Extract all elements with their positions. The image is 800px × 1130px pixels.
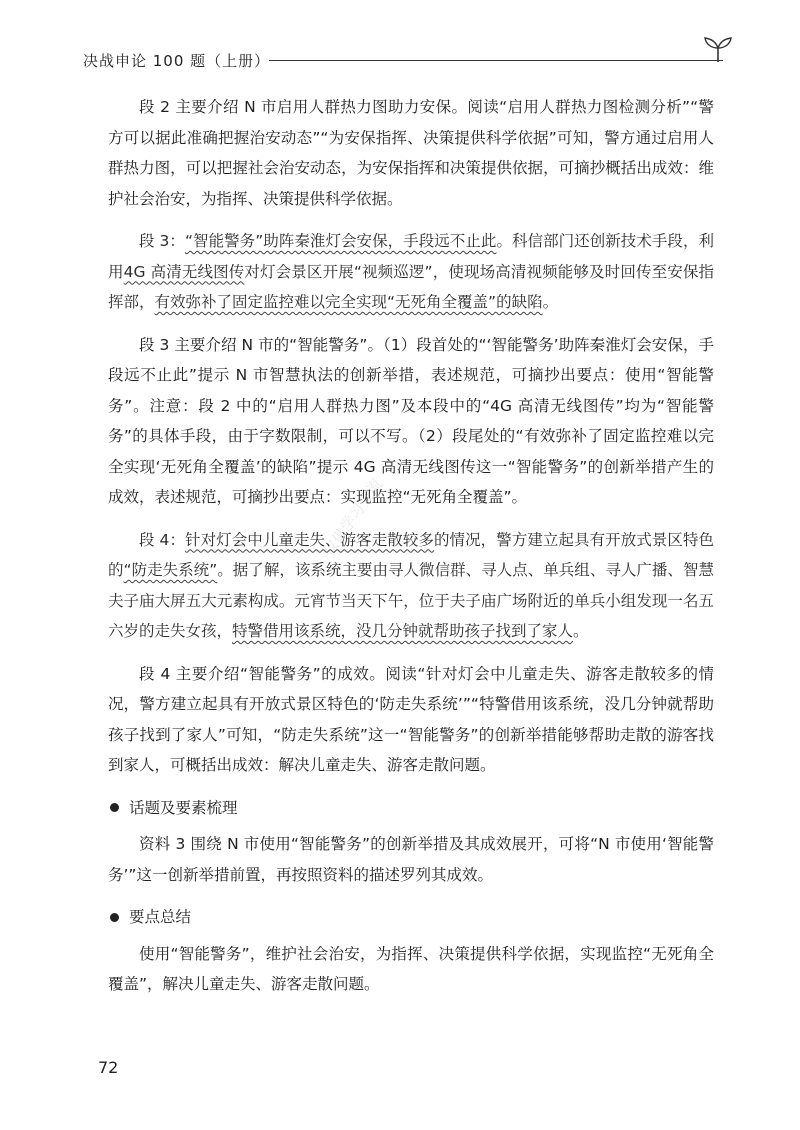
- source-text: 的情况，警方建立起具有开放式景区特色的: [108, 530, 714, 579]
- source-text: 。科信部门还创新技术手段，利用: [108, 232, 714, 281]
- source-label: 段 3：: [139, 232, 185, 250]
- bullet-icon: [110, 913, 119, 922]
- source-text: 。: [542, 293, 559, 311]
- highlight-phrase: “防走失系统”: [123, 561, 218, 579]
- source-text: 。据了解，该系统主要由寻人微信群、寻人点、单兵组、寻人广播、智慧夫子庙大屏五大元素构成。元宵节当天下午，位于夫子庙广场附近的单兵小组发现一名五六岁的走失女孩，: [108, 561, 714, 640]
- source-label: 段 4：: [139, 530, 186, 549]
- section-heading-topic: [108, 793, 714, 824]
- header-rule: [269, 60, 723, 61]
- highlight-phrase: 4G 高清无线图传: [123, 262, 245, 281]
- source-text: 对灯会景区开展“视频巡逻”，使现场高清视频能够及时回传至安保指挥部，: [108, 262, 714, 311]
- book-title: 决战申论 100 题（上册）: [83, 52, 271, 70]
- page-header: [83, 44, 723, 74]
- page-body: [108, 92, 714, 1012]
- section-heading-text: 话题及要素梳理: [129, 798, 238, 817]
- analysis-paragraph-2: 段 2 主要介绍 N 市启用人群热力图助力安保。阅读“启用人群热力图检测分析”“警方可以据此准确把握治安动态”“为安保指挥、决策提供科学依据”可知，警方通过启用人群热力图，可以把握社会治安动态，为安保指挥和决策提供依据，可摘抄概括出成效：维护社会治安，为指挥、决策提供科学依据。: [108, 98, 714, 208]
- source-text: 。: [573, 622, 589, 640]
- highlight-phrase: 特警借用该系统，没几分钟就帮助孩子找到了家人: [232, 622, 574, 640]
- analysis-paragraph-3: 段 3 主要介绍 N 市的“智能警务”。（1）段首处的“‘智能警务’助阵秦淮灯会安保，手段远不止此”提示 N 市智慧执法的创新举措，表述规范，可摘抄出要点：使用“智能警务”。注意：段 2 中的“启用人群热力图”及本段中的“4G 高清无线图传”均为“智能警务”的具体手段，由于字数限制，可以不写。（2）段尾处的“有效弥补了固定监控难以完全实现‘无死角全覆盖’的缺陷”提示 4G 高清无线图传这一“智能警务”的创新举措产生的成效，表述规范，可摘抄出要点：实现监控“无死角全覆盖”。: [108, 335, 714, 506]
- highlight-phrase: “智能警务”助阵秦淮灯会安保，手段远不止此: [184, 232, 497, 250]
- summary-paragraph: 使用“智能警务”，维护社会治安，为指挥、决策提供科学依据，实现监控“无死角全覆盖”，解决儿童走失、游客走散问题。: [108, 944, 714, 993]
- highlight-phrase: 有效弥补了固定监控难以完全实现“无死角全覆盖”的缺陷: [154, 293, 543, 311]
- source-paragraph-4: [108, 525, 714, 647]
- sprout-icon: [701, 36, 735, 64]
- topic-paragraph: 资料 3 围绕 N 市使用“智能警务”的创新举措及其成效展开，可将“N 市使用‘智能警务’”这一创新举措前置，再按照资料的描述罗列其成效。: [108, 835, 714, 884]
- highlight-phrase: 针对灯会中儿童走失、游客走散较多: [185, 530, 434, 549]
- page-number: 72: [98, 1058, 119, 1077]
- source-paragraph-3: [108, 226, 714, 318]
- analysis-paragraph-4: 段 4 主要介绍“智能警务”的成效。阅读“针对灯会中儿童走失、游客走散较多的情况，警方建立起具有开放式景区特色的‘防走失系统’”“特警借用该系统，没几分钟就帮助孩子找到了家人”可知，“防走失系统”这一“智能警务”的创新举措能够帮助走散的游客找到家人，可概括出成效：解决儿童走失、游客走散问题。: [108, 664, 714, 774]
- watermark: 仅供学习交流: [319, 475, 387, 560]
- bullet-icon: [110, 803, 119, 812]
- section-heading-summary: [108, 902, 714, 933]
- section-heading-text: 要点总结: [129, 908, 192, 926]
